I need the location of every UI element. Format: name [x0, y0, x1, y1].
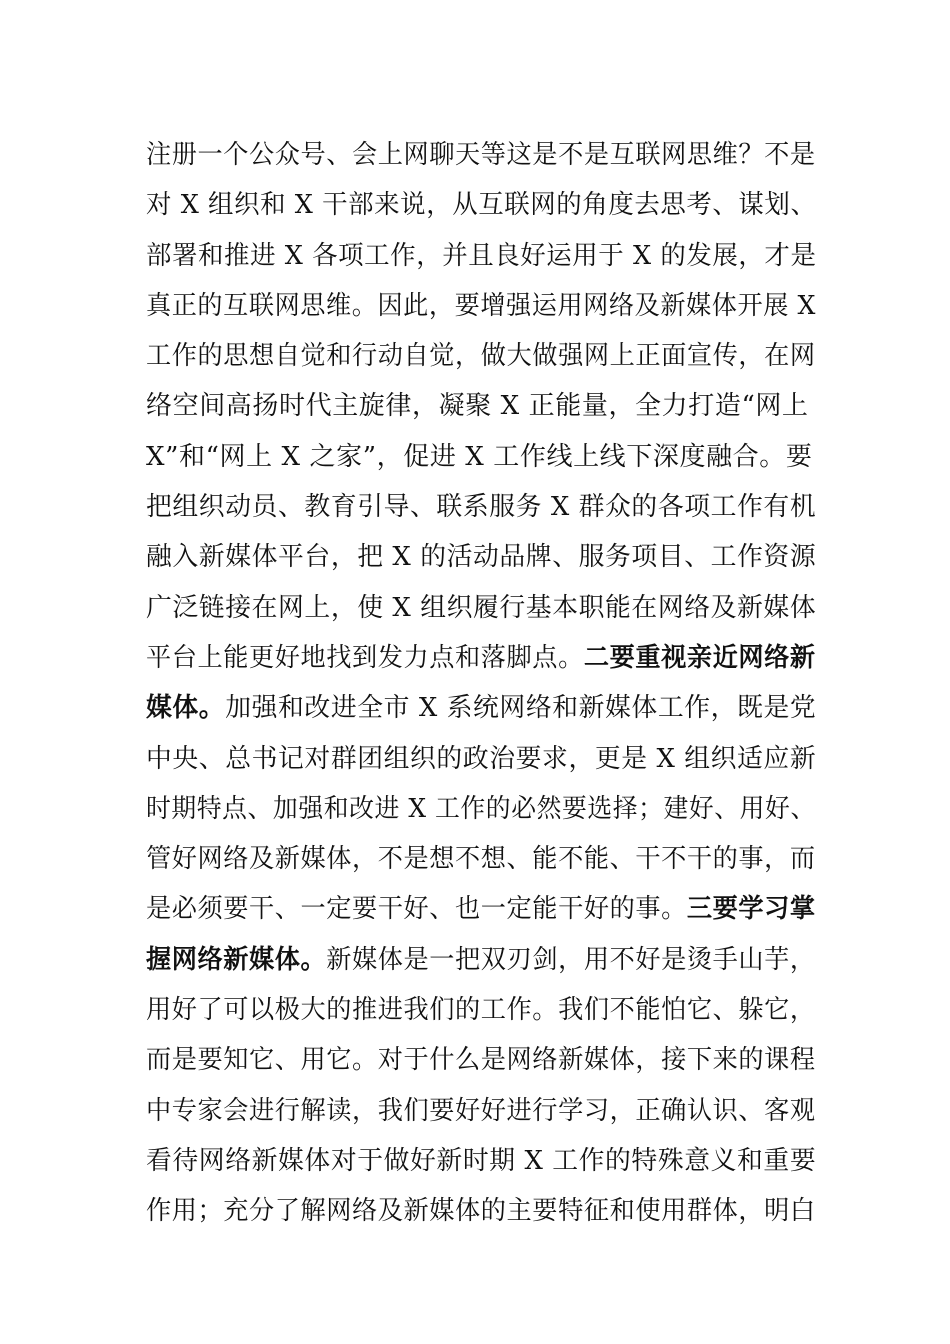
bold-heading-text: 三要学习掌	[686, 894, 816, 925]
bold-heading-text: 握网络新媒体。	[146, 944, 327, 975]
text-line	[146, 884, 816, 934]
text-line	[146, 985, 816, 1035]
body-text: 而是要知它、用它。对于什么是网络新媒体，接下来的课程	[146, 1045, 816, 1076]
body-text: 时期特点、加强和改进 X 工作的必然要选择；建好、用好、	[146, 793, 816, 824]
body-text: 中专家会进行解读，我们要好好进行学习，正确认识、客观	[146, 1095, 816, 1126]
body-text: 新媒体是一把双刃剑，用不好是烫手山芋，	[326, 944, 816, 975]
body-text: 广泛链接在网上，使 X 组织履行基本职能在网络及新媒体	[146, 592, 817, 623]
text-line	[146, 532, 817, 582]
body-text: 把组织动员、教育引导、联系服务 X 群众的各项工作有机	[146, 492, 817, 523]
text-line	[146, 784, 816, 834]
text-line	[146, 1136, 817, 1186]
text-line	[146, 683, 817, 733]
bold-heading-text: 媒体。	[146, 693, 226, 724]
body-text: 融入新媒体平台，把 X 的活动品牌、服务项目、工作资源	[146, 542, 817, 573]
text-line	[146, 231, 817, 281]
text-line	[146, 583, 817, 633]
text-line	[146, 633, 816, 683]
body-text: 加强和改进全市 X 系统网络和新媒体工作，既是党	[225, 693, 817, 724]
body-text: X”和“网上 X 之家”，促进 X 工作线上线下深度融合。要	[146, 441, 813, 472]
body-text: 注册一个公众号、会上网聊天等这是不是互联网思维？不是	[146, 140, 816, 170]
text-line	[146, 331, 816, 381]
body-text: 管好网络及新媒体，不是想不想、能不能、干不干的事，而	[146, 844, 816, 875]
body-text: 平台上能更好地找到发力点和落脚点。	[146, 642, 584, 673]
text-line	[146, 130, 816, 180]
body-text: 是必须要干、一定要干好、也一定能干好的事。	[146, 894, 687, 925]
bold-heading-text: 二要重视亲近网络新	[583, 642, 816, 673]
text-line	[146, 834, 816, 884]
text-line	[146, 432, 816, 482]
text-line	[146, 1086, 816, 1136]
body-paragraph	[146, 130, 816, 1237]
body-text: 真正的互联网思维。因此，要增强运用网络及新媒体开展 X	[146, 290, 816, 321]
body-text: 对 X 组织和 X 干部来说，从互联网的角度去思考、谋划、	[146, 190, 817, 221]
body-text: 部署和推进 X 各项工作，并且良好运用于 X 的发展，才是	[146, 240, 817, 271]
body-text: 工作的思想自觉和行动自觉，做大做强网上正面宣传，在网	[146, 341, 816, 372]
text-line	[146, 281, 816, 331]
text-line	[146, 482, 817, 532]
body-text: 络空间高扬时代主旋律，凝聚 X 正能量，全力打造“网上	[146, 391, 809, 422]
text-line	[146, 1035, 816, 1085]
text-line	[146, 734, 817, 784]
text-line	[146, 1186, 816, 1236]
body-text: 看待网络新媒体对于做好新时期 X 工作的特殊意义和重要	[146, 1145, 817, 1176]
body-text: 中央、总书记对群团组织的政治要求，更是 X 组织适应新	[146, 743, 817, 774]
text-line	[146, 381, 816, 431]
body-text: 用好了可以极大的推进我们的工作。我们不能怕它、躲它，	[146, 995, 816, 1026]
body-text: 作用；充分了解网络及新媒体的主要特征和使用群体，明白	[146, 1196, 816, 1227]
text-line	[146, 935, 816, 985]
text-line	[146, 180, 817, 230]
